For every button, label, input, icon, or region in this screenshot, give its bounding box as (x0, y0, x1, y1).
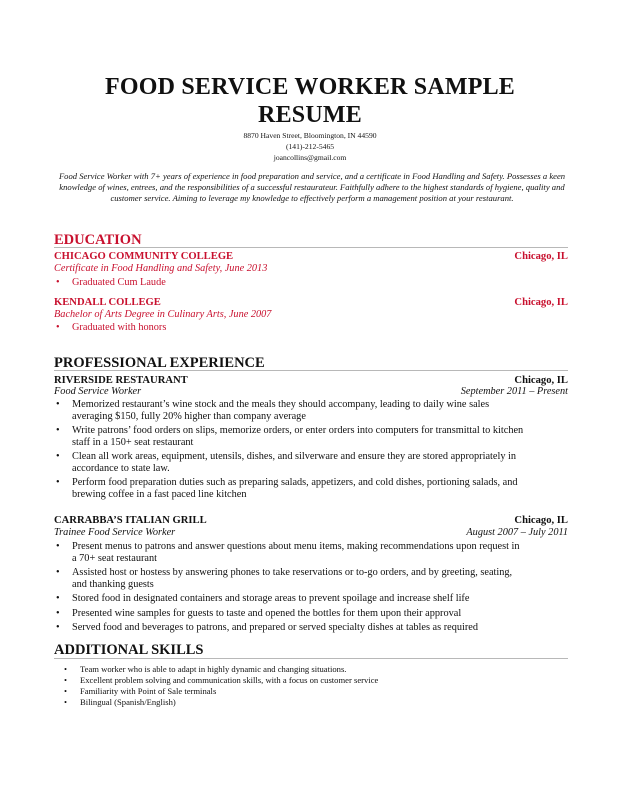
school-credential: Certificate in Food Handling and Safety, June 2013 (54, 263, 268, 274)
bullet-icon: • (56, 622, 60, 633)
skills-heading: ADDITIONAL SKILLS (54, 642, 204, 658)
bullet-icon: • (56, 541, 60, 552)
list-item: • Memorized restaurant’s wine stock and the meals they should accompany, leading to daily wine sales averaging $150, fully 20% higher than company average (56, 399, 490, 422)
school-location: Chicago, IL (514, 297, 568, 308)
school-credential-row (54, 263, 568, 275)
school-credential: Bachelor of Arts Degree in Culinary Arts, June 2007 (54, 309, 272, 320)
skills-divider (54, 658, 568, 659)
bullet-icon: • (56, 451, 60, 462)
job-dates: August 2007 – July 2011 (466, 527, 568, 538)
school-row (54, 251, 568, 263)
bullet-icon: • (56, 477, 60, 488)
job-location: Chicago, IL (514, 515, 568, 526)
list-item: • Team worker who is able to adapt in highly dynamic and changing situations. (64, 664, 347, 674)
resume-title-line2: RESUME (258, 102, 362, 128)
bullet-icon: • (56, 607, 60, 619)
bullet-icon: • (64, 686, 68, 696)
resume-title-line1: FOOD SERVICE WORKER SAMPLE (105, 74, 515, 100)
experience-divider (54, 370, 568, 371)
bullet-icon: • (56, 322, 60, 333)
list-item: • Presented wine samples for guests to taste and opened the bottles for them upon their approval (56, 607, 462, 619)
job-title: Trainee Food Service Worker (54, 527, 176, 538)
school-credential-row (54, 309, 568, 321)
education-heading: EDUCATION (54, 232, 142, 248)
job-title: Food Service Worker (54, 386, 142, 397)
school-name: KENDALL COLLEGE (54, 297, 161, 308)
list-item: • Bilingual (Spanish/English) (64, 697, 176, 707)
list-item: • Write patrons’ food orders on slips, memorize orders, or enter orders into computers for transmittal to kitchen staff in a 150+ seat restaurant (56, 425, 524, 448)
job-bullets (56, 541, 526, 637)
bullet-icon: • (64, 697, 68, 707)
bullet-icon: • (56, 277, 60, 288)
list-item: • Graduated with honors (56, 322, 167, 333)
bullet-icon: • (56, 567, 60, 578)
job-employer: RIVERSIDE RESTAURANT (54, 375, 188, 386)
summary-paragraph: Food Service Worker with 7+ years of experience in food preparation and service, and a certificate in Food Handling and Safety. Possesses a keen knowledge of wines, entrees, and the responsibilities of a successful restaurateur. Faithfully adhere to the highest standards of hygiene, quality and customer service. Aiming to leverage my knowledge to effectively perform a management position at your restaurant. (58, 171, 566, 203)
bullet-icon: • (56, 425, 60, 436)
list-item: • Present menus to patrons and answer questions about menu items, making recommendations upon request in a 70+ seat restaurant (56, 541, 520, 564)
contact-address: 8870 Haven Street, Bloomington, IN 44590 (243, 131, 377, 140)
list-item: • Assisted host or hostess by answering phones to take reservations or to-go orders, and by greeting, seating, and thanking guests (56, 567, 513, 590)
list-item: • Graduated Cum Laude (56, 277, 166, 288)
list-item: • Excellent problem solving and communication skills, with a focus on customer service (64, 675, 379, 685)
bullet-icon: • (56, 593, 60, 604)
school-bullets (56, 277, 526, 292)
experience-heading: PROFESSIONAL EXPERIENCE (54, 355, 265, 371)
job-row (54, 515, 568, 527)
school-location: Chicago, IL (514, 251, 568, 262)
list-item: • Familiarity with Point of Sale terminals (64, 686, 217, 696)
job-title-row (54, 386, 568, 398)
job-employer: CARRABBA’S ITALIAN GRILL (54, 515, 207, 526)
school-row (54, 297, 568, 309)
list-item: • Clean all work areas, equipment, utensils, dishes, and silverware and ensure they are stored appropriately in accordance to state law. (56, 451, 517, 474)
education-divider (54, 247, 568, 248)
contact-email[interactable]: joancollins@gmail.com (273, 153, 347, 162)
school-bullets (56, 322, 526, 337)
list-item: • Served food and beverages to patrons, and prepared or served specialty dishes at tables as required (56, 622, 479, 633)
bullet-icon: • (64, 675, 68, 685)
list-item: • Stored food in designated containers and storage areas to prevent spoilage and increase shelf life (56, 593, 470, 604)
list-item: • Perform food preparation duties such as preparing salads, appetizers, and cold dishes, portioning salads, and brewing coffee in a fast paced line kitchen (56, 477, 518, 500)
job-dates: September 2011 – Present (460, 386, 568, 397)
job-title-row (54, 527, 568, 539)
school-name: CHICAGO COMMUNITY COLLEGE (54, 251, 234, 262)
job-location: Chicago, IL (514, 375, 568, 386)
bullet-icon: • (64, 664, 68, 674)
job-bullets (56, 399, 526, 503)
skills-list (64, 664, 544, 708)
contact-phone: (141)-212-5465 (285, 142, 335, 151)
bullet-icon: • (56, 399, 60, 410)
